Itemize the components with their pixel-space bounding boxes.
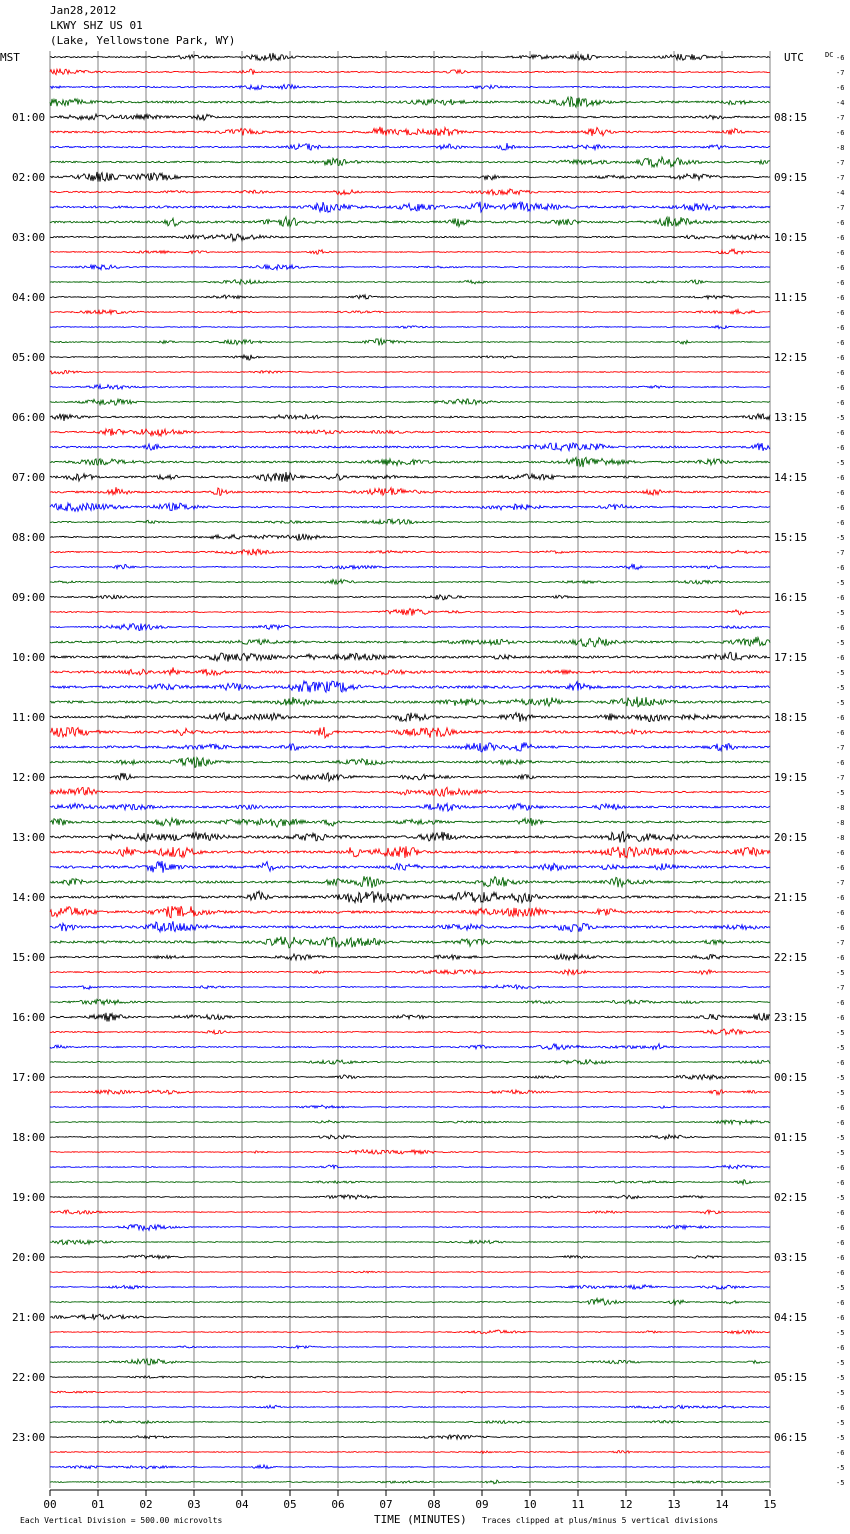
scale-label: Each Vertical Division = 500.00 microvolts bbox=[20, 1516, 223, 1525]
left-hour-label-17: 18:00 bbox=[12, 1131, 46, 1144]
right-hour-label-9: 17:15 bbox=[774, 651, 808, 664]
seismic-trace-3 bbox=[50, 97, 770, 107]
dc-offset-label-25: -6 bbox=[836, 429, 845, 437]
seismic-trace-9 bbox=[50, 189, 770, 195]
seismic-trace-50 bbox=[50, 803, 770, 811]
x-tick-label-3: 03 bbox=[187, 1498, 201, 1511]
dc-offset-label-85: -5 bbox=[836, 1329, 845, 1337]
seismic-trace-18 bbox=[50, 326, 770, 329]
seismic-trace-16 bbox=[50, 295, 770, 299]
left-hour-label-7: 08:00 bbox=[12, 531, 46, 544]
dc-offset-label-27: -5 bbox=[836, 459, 845, 467]
seismic-trace-35 bbox=[50, 579, 770, 584]
dc-offset-label-21: -6 bbox=[836, 369, 845, 377]
x-tick-label-2: 02 bbox=[139, 1498, 153, 1511]
seismic-trace-63 bbox=[50, 999, 770, 1004]
seismic-trace-42 bbox=[50, 681, 770, 692]
x-tick-label-7: 07 bbox=[379, 1498, 393, 1511]
seismic-trace-1 bbox=[50, 69, 770, 75]
dc-offset-label-81: -6 bbox=[836, 1269, 845, 1277]
dc-offset-label-51: -8 bbox=[836, 819, 845, 827]
seismic-trace-81 bbox=[50, 1271, 770, 1273]
right-hour-label-14: 22:15 bbox=[774, 951, 808, 964]
x-tick-label-10: 10 bbox=[523, 1498, 537, 1511]
dc-offset-label-80: -6 bbox=[836, 1254, 845, 1262]
dc-offset-label-64: -6 bbox=[836, 1014, 845, 1022]
seismic-trace-2 bbox=[50, 85, 770, 90]
right-hour-label-21: 05:15 bbox=[774, 1371, 808, 1384]
left-hour-label-18: 19:00 bbox=[12, 1191, 46, 1204]
dc-offset-label-86: -6 bbox=[836, 1344, 845, 1352]
seismic-trace-26 bbox=[50, 443, 770, 451]
right-hour-label-1: 09:15 bbox=[774, 171, 808, 184]
left-hour-label-14: 15:00 bbox=[12, 951, 46, 964]
dc-offset-label-23: -6 bbox=[836, 399, 845, 407]
dc-offset-label-53: -6 bbox=[836, 849, 845, 857]
dc-offset-label-28: -6 bbox=[836, 474, 845, 482]
dc-offset-label-20: -6 bbox=[836, 354, 845, 362]
seismic-trace-47 bbox=[50, 757, 770, 768]
dc-offset-label-70: -6 bbox=[836, 1104, 845, 1112]
dc-offset-label-29: -6 bbox=[836, 489, 845, 497]
dc-offset-label-1: -7 bbox=[836, 69, 845, 77]
seismic-trace-41 bbox=[50, 667, 770, 675]
dc-offset-label-10: -7 bbox=[836, 204, 845, 212]
seismic-trace-75 bbox=[50, 1180, 770, 1185]
left-hour-label-8: 09:00 bbox=[12, 591, 46, 604]
seismic-trace-73 bbox=[50, 1150, 770, 1154]
dc-offset-label-57: -6 bbox=[836, 909, 845, 917]
seismic-trace-80 bbox=[50, 1255, 770, 1259]
dc-offset-label-14: -6 bbox=[836, 264, 845, 272]
dc-offset-label-2: -6 bbox=[836, 84, 845, 92]
dc-offset-label-91: -5 bbox=[836, 1419, 845, 1427]
left-hour-label-9: 10:00 bbox=[12, 651, 46, 664]
x-tick-label-13: 13 bbox=[667, 1498, 681, 1511]
dc-offset-label-58: -6 bbox=[836, 924, 845, 932]
left-hour-label-0: 01:00 bbox=[12, 111, 46, 124]
dc-offset-label-55: -7 bbox=[836, 879, 845, 887]
left-hour-label-5: 06:00 bbox=[12, 411, 46, 424]
dc-offset-label-89: -5 bbox=[836, 1389, 845, 1397]
seismic-trace-78 bbox=[50, 1225, 770, 1231]
left-hour-label-19: 20:00 bbox=[12, 1251, 46, 1264]
seismic-trace-22 bbox=[50, 385, 770, 389]
dc-offset-label-83: -6 bbox=[836, 1299, 845, 1307]
dc-offset-label-45: -6 bbox=[836, 729, 845, 737]
dc-offset-label-35: -5 bbox=[836, 579, 845, 587]
x-tick-label-0: 00 bbox=[43, 1498, 57, 1511]
seismic-trace-6 bbox=[50, 143, 770, 150]
right-hour-label-7: 15:15 bbox=[774, 531, 808, 544]
seismic-trace-45 bbox=[50, 727, 770, 738]
dc-offset-label-16: -6 bbox=[836, 294, 845, 302]
dc-offset-label-34: -6 bbox=[836, 564, 845, 572]
seismic-trace-36 bbox=[50, 595, 770, 600]
seismic-trace-10 bbox=[50, 202, 770, 213]
seismic-trace-40 bbox=[50, 652, 770, 661]
dc-offset-label-56: -6 bbox=[836, 894, 845, 902]
dc-offset-label-52: -8 bbox=[836, 834, 845, 842]
right-hour-label-22: 06:15 bbox=[774, 1431, 808, 1444]
seismic-trace-56 bbox=[50, 891, 770, 903]
right-tz-label: UTC bbox=[784, 51, 804, 64]
left-hour-label-11: 12:00 bbox=[12, 771, 46, 784]
seismic-trace-11 bbox=[50, 217, 770, 227]
dc-offset-label-9: -4 bbox=[836, 189, 845, 197]
seismic-trace-19 bbox=[50, 339, 770, 346]
dc-offset-label-78: -6 bbox=[836, 1224, 845, 1232]
seismic-trace-0 bbox=[50, 53, 770, 61]
dc-offset-label-18: -6 bbox=[836, 324, 845, 332]
dc-offset-label-49: -5 bbox=[836, 789, 845, 797]
dc-offset-label-65: -5 bbox=[836, 1029, 845, 1037]
dc-label: DC bbox=[825, 51, 834, 59]
seismic-trace-20 bbox=[50, 355, 770, 360]
date-label: Jan28,2012 bbox=[50, 4, 117, 17]
right-hour-label-20: 04:15 bbox=[774, 1311, 808, 1324]
seismic-trace-77 bbox=[50, 1210, 770, 1214]
dc-offset-label-36: -6 bbox=[836, 594, 845, 602]
seismic-trace-39 bbox=[50, 637, 770, 647]
dc-offset-label-7: -7 bbox=[836, 159, 845, 167]
seismic-trace-32 bbox=[50, 534, 770, 540]
seismic-trace-51 bbox=[50, 818, 770, 827]
dc-offset-label-15: -6 bbox=[836, 279, 845, 287]
left-hour-label-10: 11:00 bbox=[12, 711, 46, 724]
seismic-trace-4 bbox=[50, 114, 770, 120]
x-tick-label-15: 15 bbox=[763, 1498, 777, 1511]
station-label: LKWY SHZ US 01 bbox=[50, 19, 143, 32]
dc-offset-label-31: -6 bbox=[836, 519, 845, 527]
seismic-trace-15 bbox=[50, 280, 770, 285]
seismic-trace-29 bbox=[50, 487, 770, 495]
x-tick-label-5: 05 bbox=[283, 1498, 297, 1511]
seismic-trace-91 bbox=[50, 1421, 770, 1424]
left-hour-label-15: 16:00 bbox=[12, 1011, 46, 1024]
seismic-trace-43 bbox=[50, 697, 770, 707]
x-tick-label-11: 11 bbox=[571, 1498, 585, 1511]
seismic-trace-17 bbox=[50, 310, 770, 314]
right-hour-label-6: 14:15 bbox=[774, 471, 808, 484]
seismic-trace-65 bbox=[50, 1029, 770, 1035]
dc-offset-label-39: -5 bbox=[836, 639, 845, 647]
dc-offset-label-79: -6 bbox=[836, 1239, 845, 1247]
seismic-trace-7 bbox=[50, 157, 770, 167]
dc-offset-label-87: -5 bbox=[836, 1359, 845, 1367]
dc-offset-label-41: -5 bbox=[836, 669, 845, 677]
dc-offset-label-54: -6 bbox=[836, 864, 845, 872]
seismic-trace-82 bbox=[50, 1285, 770, 1289]
seismic-trace-57 bbox=[50, 906, 770, 918]
x-tick-label-6: 06 bbox=[331, 1498, 345, 1511]
dc-offset-label-38: -6 bbox=[836, 624, 845, 632]
seismic-trace-85 bbox=[50, 1330, 770, 1334]
dc-offset-label-0: -6 bbox=[836, 54, 845, 62]
dc-offset-label-67: -6 bbox=[836, 1059, 845, 1067]
dc-offset-label-66: -5 bbox=[836, 1044, 845, 1052]
seismic-trace-74 bbox=[50, 1165, 770, 1169]
dc-offset-label-40: -6 bbox=[836, 654, 845, 662]
dc-offset-label-47: -6 bbox=[836, 759, 845, 767]
dc-offset-label-71: -6 bbox=[836, 1119, 845, 1127]
dc-offset-label-69: -5 bbox=[836, 1089, 845, 1097]
seismic-trace-68 bbox=[50, 1075, 770, 1080]
seismic-trace-37 bbox=[50, 609, 770, 616]
seismic-trace-58 bbox=[50, 921, 770, 932]
seismic-trace-12 bbox=[50, 234, 770, 241]
seismic-trace-88 bbox=[50, 1376, 770, 1378]
dc-offset-label-11: -6 bbox=[836, 219, 845, 227]
seismic-trace-30 bbox=[50, 503, 770, 511]
seismic-trace-46 bbox=[50, 742, 770, 752]
dc-offset-label-72: -5 bbox=[836, 1134, 845, 1142]
left-hour-label-13: 14:00 bbox=[12, 891, 46, 904]
left-hour-label-21: 22:00 bbox=[12, 1371, 46, 1384]
left-hour-label-22: 23:00 bbox=[12, 1431, 46, 1444]
right-hour-label-19: 03:15 bbox=[774, 1251, 808, 1264]
right-hour-label-18: 02:15 bbox=[774, 1191, 808, 1204]
seismic-trace-49 bbox=[50, 787, 770, 796]
dc-offset-label-33: -7 bbox=[836, 549, 845, 557]
dc-offset-label-90: -6 bbox=[836, 1404, 845, 1412]
location-label: (Lake, Yellowstone Park, WY) bbox=[50, 34, 236, 47]
seismic-trace-53 bbox=[50, 846, 770, 858]
dc-offset-label-22: -6 bbox=[836, 384, 845, 392]
dc-offset-label-48: -7 bbox=[836, 774, 845, 782]
seismic-trace-21 bbox=[50, 371, 770, 374]
dc-offset-label-92: -5 bbox=[836, 1434, 845, 1442]
x-tick-label-4: 04 bbox=[235, 1498, 249, 1511]
dc-offset-label-74: -6 bbox=[836, 1164, 845, 1172]
seismic-trace-54 bbox=[50, 861, 770, 873]
dc-offset-label-43: -5 bbox=[836, 699, 845, 707]
dc-offset-label-8: -7 bbox=[836, 174, 845, 182]
seismic-trace-24 bbox=[50, 414, 770, 421]
seismic-trace-69 bbox=[50, 1090, 770, 1095]
seismic-trace-95 bbox=[50, 1480, 770, 1484]
dc-offset-label-76: -5 bbox=[836, 1194, 845, 1202]
seismic-trace-90 bbox=[50, 1405, 770, 1408]
left-hour-label-16: 17:00 bbox=[12, 1071, 46, 1084]
right-hour-label-3: 11:15 bbox=[774, 291, 808, 304]
seismic-trace-44 bbox=[50, 713, 770, 722]
seismic-trace-60 bbox=[50, 954, 770, 960]
seismic-trace-48 bbox=[50, 773, 770, 781]
x-tick-label-1: 01 bbox=[91, 1498, 105, 1511]
left-hour-label-3: 04:00 bbox=[12, 291, 46, 304]
right-hour-label-16: 00:15 bbox=[774, 1071, 808, 1084]
dc-offset-label-61: -5 bbox=[836, 969, 845, 977]
x-tick-label-9: 09 bbox=[475, 1498, 489, 1511]
right-hour-label-2: 10:15 bbox=[774, 231, 808, 244]
right-hour-label-5: 13:15 bbox=[774, 411, 808, 424]
seismic-trace-71 bbox=[50, 1120, 770, 1124]
left-hour-label-6: 07:00 bbox=[12, 471, 46, 484]
seismic-trace-83 bbox=[50, 1298, 770, 1305]
right-hour-label-8: 16:15 bbox=[774, 591, 808, 604]
right-hour-label-11: 19:15 bbox=[774, 771, 808, 784]
dc-offset-label-73: -5 bbox=[836, 1149, 845, 1157]
right-hour-label-15: 23:15 bbox=[774, 1011, 808, 1024]
dc-offset-label-93: -6 bbox=[836, 1449, 845, 1457]
seismic-trace-67 bbox=[50, 1059, 770, 1064]
seismic-trace-72 bbox=[50, 1135, 770, 1140]
x-tick-label-8: 08 bbox=[427, 1498, 441, 1511]
seismic-trace-34 bbox=[50, 564, 770, 569]
x-tick-label-12: 12 bbox=[619, 1498, 633, 1511]
seismic-trace-89 bbox=[50, 1391, 770, 1393]
seismic-trace-62 bbox=[50, 985, 770, 989]
seismic-trace-86 bbox=[50, 1346, 770, 1349]
seismic-trace-84 bbox=[50, 1314, 770, 1320]
left-hour-label-2: 03:00 bbox=[12, 231, 46, 244]
dc-offset-label-59: -7 bbox=[836, 939, 845, 947]
left-hour-label-4: 05:00 bbox=[12, 351, 46, 364]
seismic-trace-14 bbox=[50, 265, 770, 270]
dc-offset-label-5: -6 bbox=[836, 129, 845, 137]
seismic-trace-27 bbox=[50, 457, 770, 467]
dc-offset-label-6: -8 bbox=[836, 144, 845, 152]
dc-offset-label-88: -5 bbox=[836, 1374, 845, 1382]
dc-offset-label-3: -4 bbox=[836, 99, 845, 107]
dc-offset-label-37: -5 bbox=[836, 609, 845, 617]
seismic-trace-31 bbox=[50, 519, 770, 524]
seismic-trace-13 bbox=[50, 249, 770, 254]
dc-offset-label-95: -5 bbox=[836, 1479, 845, 1487]
dc-offset-label-12: -6 bbox=[836, 234, 845, 242]
seismic-trace-70 bbox=[50, 1105, 770, 1108]
right-hour-label-4: 12:15 bbox=[774, 351, 808, 364]
dc-offset-label-44: -6 bbox=[836, 714, 845, 722]
clip-label: Traces clipped at plus/minus 5 vertical divisions bbox=[482, 1516, 719, 1525]
dc-offset-label-24: -5 bbox=[836, 414, 845, 422]
dc-offset-label-50: -8 bbox=[836, 804, 845, 812]
seismic-trace-33 bbox=[50, 549, 770, 555]
seismic-trace-23 bbox=[50, 399, 770, 405]
seismic-trace-94 bbox=[50, 1465, 770, 1469]
left-tz-label: MST bbox=[0, 51, 20, 64]
right-hour-label-12: 20:15 bbox=[774, 831, 808, 844]
right-hour-label-10: 18:15 bbox=[774, 711, 808, 724]
left-hour-label-12: 13:00 bbox=[12, 831, 46, 844]
seismic-trace-8 bbox=[50, 172, 770, 182]
dc-offset-label-75: -6 bbox=[836, 1179, 845, 1187]
dc-offset-label-26: -6 bbox=[836, 444, 845, 452]
dc-offset-label-19: -6 bbox=[836, 339, 845, 347]
dc-offset-label-94: -5 bbox=[836, 1464, 845, 1472]
seismic-trace-55 bbox=[50, 876, 770, 888]
dc-offset-label-62: -7 bbox=[836, 984, 845, 992]
x-tick-label-14: 14 bbox=[715, 1498, 729, 1511]
dc-offset-label-63: -6 bbox=[836, 999, 845, 1007]
x-axis-title: TIME (MINUTES) bbox=[374, 1513, 467, 1526]
dc-offset-label-60: -6 bbox=[836, 954, 845, 962]
seismic-trace-93 bbox=[50, 1451, 770, 1454]
left-hour-label-1: 02:00 bbox=[12, 171, 46, 184]
seismic-trace-76 bbox=[50, 1195, 770, 1199]
seismic-trace-28 bbox=[50, 472, 770, 482]
dc-offset-label-82: -5 bbox=[836, 1284, 845, 1292]
seismic-trace-38 bbox=[50, 624, 770, 631]
right-hour-label-17: 01:15 bbox=[774, 1131, 808, 1144]
dc-offset-label-4: -7 bbox=[836, 114, 845, 122]
seismic-trace-79 bbox=[50, 1240, 770, 1245]
seismic-trace-25 bbox=[50, 428, 770, 436]
dc-offset-label-68: -5 bbox=[836, 1074, 845, 1082]
dc-offset-label-42: -5 bbox=[836, 684, 845, 692]
dc-offset-label-77: -6 bbox=[836, 1209, 845, 1217]
seismic-trace-5 bbox=[50, 127, 770, 136]
seismic-trace-92 bbox=[50, 1435, 770, 1439]
dc-offset-label-32: -5 bbox=[836, 534, 845, 542]
dc-offset-label-30: -6 bbox=[836, 504, 845, 512]
dc-offset-label-17: -6 bbox=[836, 309, 845, 317]
seismic-trace-61 bbox=[50, 970, 770, 975]
right-hour-label-0: 08:15 bbox=[774, 111, 808, 124]
seismic-trace-52 bbox=[50, 831, 770, 842]
seismic-trace-66 bbox=[50, 1044, 770, 1050]
seismic-trace-64 bbox=[50, 1013, 770, 1022]
seismic-trace-87 bbox=[50, 1359, 770, 1365]
right-hour-label-13: 21:15 bbox=[774, 891, 808, 904]
dc-offset-label-46: -7 bbox=[836, 744, 845, 752]
left-hour-label-20: 21:00 bbox=[12, 1311, 46, 1324]
dc-offset-label-13: -6 bbox=[836, 249, 845, 257]
seismic-trace-59 bbox=[50, 937, 770, 948]
dc-offset-label-84: -6 bbox=[836, 1314, 845, 1322]
